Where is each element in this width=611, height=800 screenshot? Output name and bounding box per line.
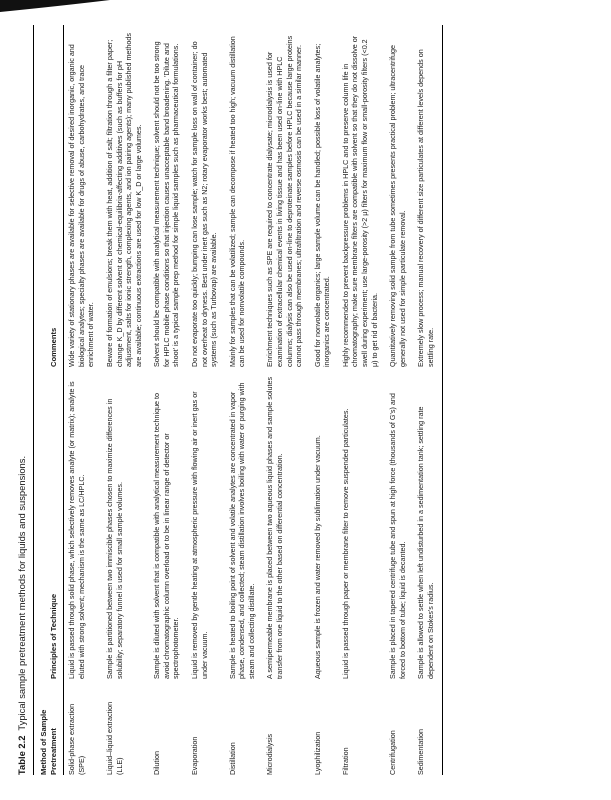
method-cell: Lyophilization	[312, 731, 322, 775]
table-row	[337, 25, 384, 775]
header-comments: Comments	[33, 25, 63, 367]
table-caption	[16, 25, 27, 775]
method-cell: Solid-phase extraction (SPE)	[66, 703, 86, 775]
table-row	[149, 25, 187, 775]
table-row	[224, 25, 262, 775]
comment-cell: Do not evaporate too quickly; bumping can lose sample; watch for sample loss on wall of container; do not overheat to dryness. Best under inert gas such as N2; rotary evaporator works best; automated systems (such as Turbovap) are available.	[189, 41, 218, 367]
table-row	[186, 25, 224, 775]
comment-cell: Enrichment techniques such as SPE are required to concentrate dialysate; microdialysis is used for examination of extracellular chemical events in living tissue and has been used on-line with HPLC columns; dialysis can also be used on-line to deproteinate samples before HPLC because large proteins cannot pass through membranes; ultrafiltration and reverse osmosis can be used in a similar manner.	[264, 35, 303, 367]
method-cell: Liquid–liquid extraction (LLE)	[104, 701, 123, 775]
table-number: Table 2.2	[15, 735, 27, 775]
comment-cell: Beware of formation of emulsions; break them with heat, addition of salt; filtration through a filter paper; change K_D by different solvent or chemical-equilibria-affecting additives (such as buffers for pH adjustment, salts for ionic strength, complexing agents, and ion pairing agents); many published methods are available; continuous extractions are used for low K_D or large volumes.	[104, 32, 143, 367]
table-title: Typical sample pretreatment methods for liquids and suspensions.	[15, 455, 27, 731]
table-row	[262, 25, 309, 775]
comment-cell: Good for nonvolatile organics; large sample volume can be handled; possible loss of volatile analytes; inorganics are concentrated.	[312, 43, 331, 367]
method-cell: Evaporation	[189, 736, 199, 775]
comment-cell: Solvent should be compatible with analytical measurement technique; solvent should not be too strong for HPLC mobile phase conditions so that injection causes unacceptable band broadening. 'Dilute and shoot' is a typical sample prep method for simple liquid samples such as pharmaceutical formulations.	[151, 41, 180, 367]
page-corner-shadow	[0, 0, 110, 14]
method-cell: Microdialysis	[264, 733, 274, 775]
comment-cell: Highly recommended to prevent backpressure problems in HPLC and to preserve column life in chromatography; make sure membrane filters are compatible with solvent so that they do not dissolve or swell during experiment; use large-porosity (>2 μ) filters for maximum flow or small-porosity filters (<0.2 μ) to get rid of bacteria.	[340, 35, 379, 367]
pretreatment-table	[33, 25, 443, 775]
method-cell: Filtration	[340, 747, 350, 775]
principle-cell: A semipermeable membrane is placed between two aqueous liquid phases and sample solutes transfer from one liquid to the other based on differential concentration.	[264, 376, 284, 679]
header-principles: Principles of Technique	[33, 367, 63, 679]
table-row	[309, 25, 337, 775]
table-row	[63, 25, 101, 775]
method-cell: Centrifugation	[387, 730, 397, 775]
principle-cell: Sample is placed in tapered centrifuge tube and spun at high force (thousands of G's) and forced to bottom of tube; liquid is decanted.	[387, 393, 407, 679]
table-header-row	[33, 25, 63, 775]
principle-cell: Sample is partitioned between two immiscible phases chosen to maximize differences in solubility; separatory funnel is used for small sample volumes.	[104, 398, 123, 679]
method-cell: Sedimentation	[413, 679, 442, 775]
comment-cell: Mainly for samples that can be volatilized; sample can decompose if heated too high; vacuum distillation can be used for nonvolatile compounds.	[227, 36, 246, 367]
principle-cell: Sample is heated to boiling point of solvent and volatile analytes are concentrated in vapor phase, condensed, and collected; steam distillation involves boiling with water or purging with steam and collecting distillate.	[227, 382, 256, 679]
principle-cell: Sample is allowed to settle when left undisturbed in a sedimentation tank; settling rate dependent on Stokes's radius.	[413, 367, 442, 679]
rotated-table-page	[16, 25, 596, 775]
comment-cell: Wide variety of stationary phases are available for selective removal of desired inorganic, organic and biological analytes; specialty phases are available for drugs of abuse, carbohydrates, and trace enrichment of water.	[66, 44, 95, 367]
principle-cell: Aqueous sample is frozen and water removed by sublimation under vacuum.	[312, 435, 322, 679]
principle-cell: Liquid is passed through paper or membrane filter to remove suspended particulates.	[340, 408, 350, 679]
comment-cell: Extremely slow process; manual recovery of different size particulates at different levels depends on settling rate.	[413, 25, 442, 367]
header-method: Method of Sample Pretreatment	[33, 679, 63, 775]
table-row	[101, 25, 148, 775]
table-row	[413, 25, 442, 775]
principle-cell: Liquid is passed through solid phase, which selectively removes analyte (or matrix); analyte is eluted with strong solvent; mechanism is the same as LC/HPLC.	[66, 381, 86, 679]
principle-cell: Sample is diluted with solvent that is compatible with analytical measurement technique to avoid chromatographic column overload or to be in linear range of detector or spectrophotometer.	[151, 392, 180, 679]
method-cell: Distillation	[227, 742, 237, 775]
table-row	[385, 25, 413, 775]
comment-cell: Quantitatively removing solid sample from tube sometimes presents practical problem; ultracentrifuge generally not used for simple particulate removal.	[387, 45, 407, 367]
principle-cell: Liquid is removed by gentle heating at atmospheric pressure with flowing air or inert gas or under vacuum.	[189, 391, 209, 679]
method-cell: Dilution	[151, 751, 161, 775]
